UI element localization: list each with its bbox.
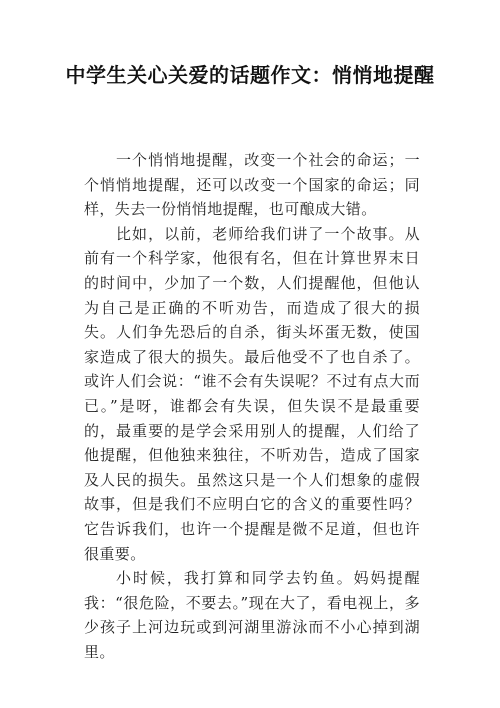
paragraph-1: 一个悄悄地提醒，改变一个社会的命运；一个悄悄地提醒，还可以改变一个国家的命运；同样，失去一份悄悄地提醒，也可酿成大错。 (84, 151, 420, 219)
document-body (84, 148, 420, 664)
paragraph-2: 比如，以前，老师给我们讲了一个故事。从前有一个科学家，他很有名，但在计算世界末日的时间中，少加了一个数，人们提醒他，但他认为自己是正确的不听劝告，而造成了很大的损失。人们争先恐后的自杀，街头坏蛋无数，使国家造成了很大的损失。最后他受不了也自杀了。或许人们会说：“谁不会有失误呢？不过有点大而已。”是呀，谁都会有失误，但失误不是最重要的，最重要的是学会采用别人的提醒，人们给了他提醒，但他独来独往，不听劝告，造成了国家及人民的损失。虽然这只是一个人们想象的虚假故事，但是我们不应明白它的含义的重要性吗？它告诉我们，也许一个提醒是微不足道，但也许很重要。 (84, 224, 420, 563)
document-title: 中学生关心关爱的话题作文：悄悄地提醒 (65, 63, 435, 87)
paragraph-3: 小时候，我打算和同学去钓鱼。妈妈提醒我：“很危险，不要去。”现在大了，看电视上，多少孩子上河边玩或到河湖里游泳而不小心掉到湖里。 (84, 569, 420, 661)
